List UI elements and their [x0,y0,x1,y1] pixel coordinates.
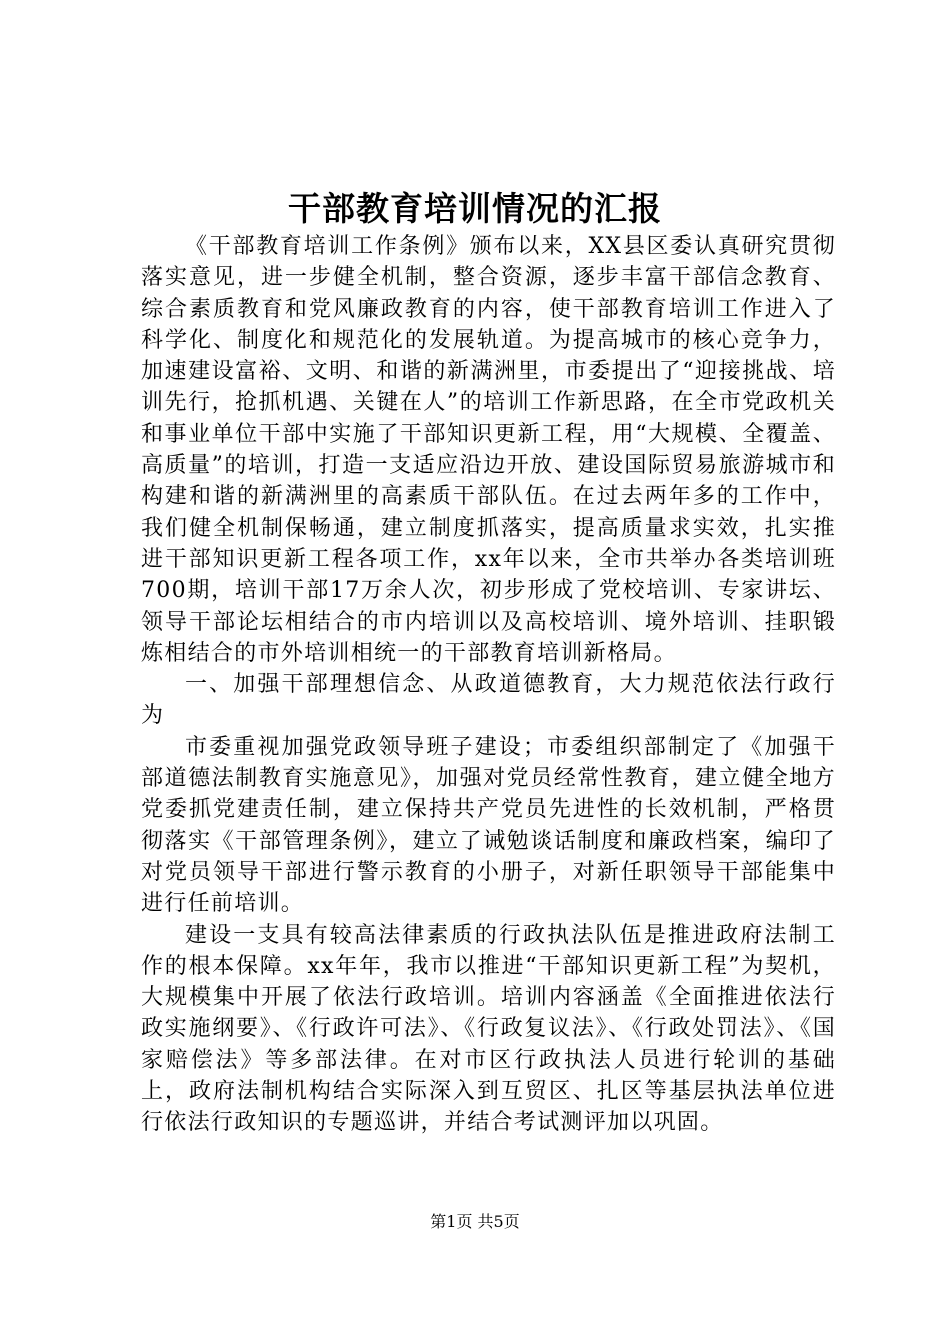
section-heading: 一、加强干部理想信念、从政道德教育，大力规范依法行政行为 [141,672,836,729]
page-number-footer: 第1页 共5页 [430,1212,520,1231]
paragraph-party-building: 市委重视加强党政领导班子建设；市委组织部制定了《加强干部道德法制教育实施意见》，加强对党员经常性教育，建立健全地方党委抓党建责任制，建立保持共产党员先进性的长效机制，严格贯彻落实《干部管理条例》，建立了诫勉谈话制度和廉政档案，编印了对党员领导干部进行警示教育的小册子，对新任职领导干部能集中进行任前培训。 [141,734,836,917]
paragraph-law-enforcement: 建设一支具有较高法律素质的行政执法队伍是推进政府法制工作的根本保障。xx年年，我市以推进“干部知识更新工程”为契机，大规模集中开展了依法行政培训。培训内容涵盖《全面推进依法行政实施纲要》、《行政许可法》、《行政复议法》、《行政处罚法》、《国家赔偿法》等多部法律。在对市区行政执法人员进行轮训的基础上，政府法制机构结合实际深入到互贸区、扎区等基层执法单位进行依法行政知识的专题巡讲，并结合考试测评加以巩固。 [141,922,836,1136]
document-body [141,231,836,1139]
paragraph-intro: 《干部教育培训工作条例》颁布以来，XX县区委认真研究贯彻落实意见，进一步健全机制，整合资源，逐步丰富干部信念教育、综合素质教育和党风廉政教育的内容，使干部教育培训工作进入了科学化、制度化和规范化的发展轨道。为提高城市的核心竞争力，加速建设富裕、文明、和谐的新满洲里，市委提出了“迎接挑战、培训先行，抢抓机遇、关键在人”的培训工作新思路，在全市党政机关和事业单位干部中实施了干部知识更新工程，用“大规模、全覆盖、高质量”的培训，打造一支适应沿边开放、建设国际贸易旅游城市和构建和谐的新满洲里的高素质干部队伍。在过去两年多的工作中，我们健全机制保畅通，建立制度抓落实，提高质量求实效，扎实推进干部知识更新工程各项工作，xx年以来，全市共举办各类培训班700期，培训干部17万余人次，初步形成了党校培训、专家讲坛、领导干部论坛相结合的市内培训以及高校培训、境外培训、挂职锻炼相结合的市外培训相统一的干部教育培训新格局。 [141,234,836,666]
document-title: 干部教育培训情况的汇报 [288,189,662,228]
